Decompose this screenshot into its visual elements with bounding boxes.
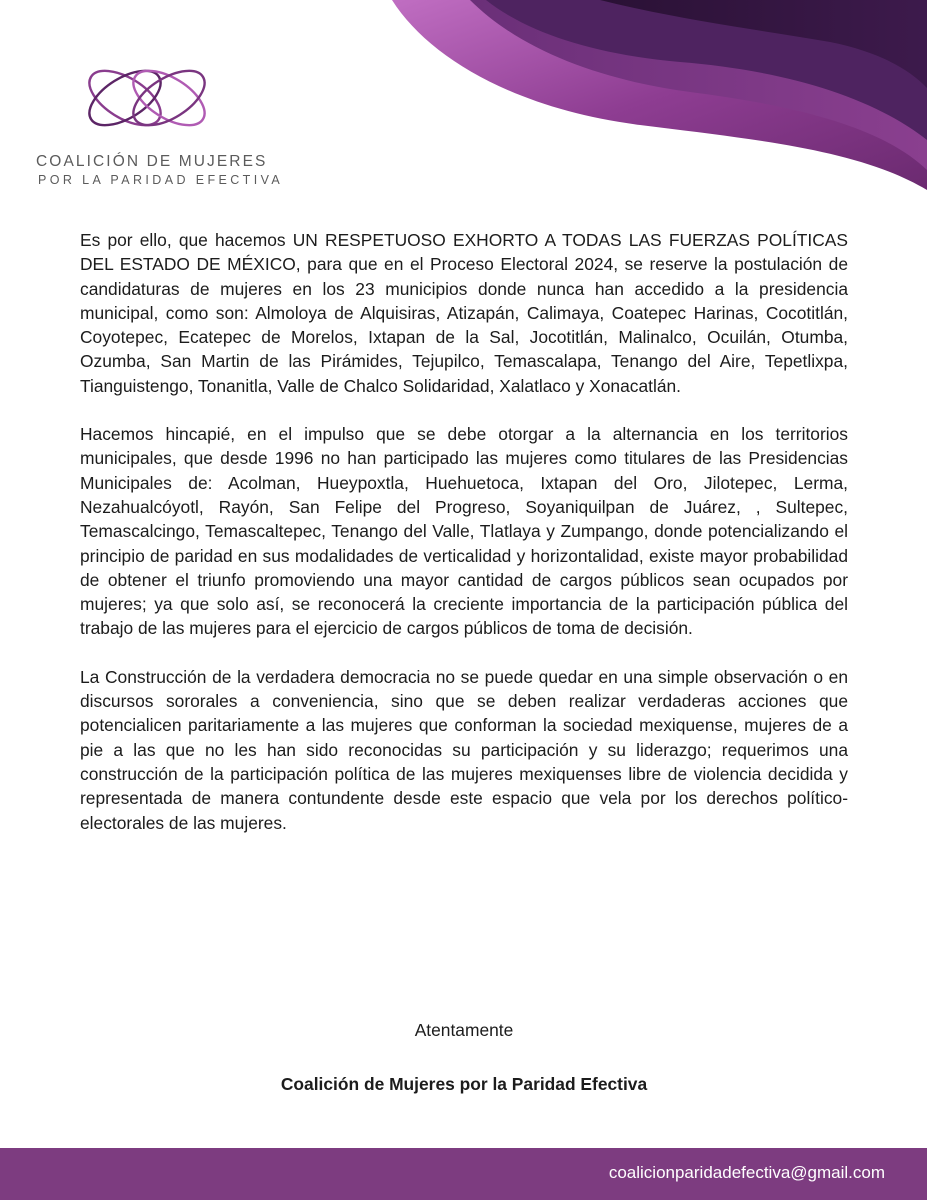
org-name: COALICIÓN DE MUJERES	[36, 153, 268, 170]
signature: Coalición de Mujeres por la Paridad Efectiva	[280, 1074, 648, 1094]
paragraph-exhorto: Es por ello, que hacemos UN RESPETUOSO EXHORTO A TODAS LAS FUERZAS POLÍTICAS DEL ESTADO DE MÉXICO, para que en el Proceso Electoral 2024, se reserve la postulación de candidaturas de mujeres en los 23 municipios donde nunca han accedido a la presidencia municipal, como son: Almoloya de Alquisiras, Atizapán, Calimaya, Coatepec Harinas, Cocotitlán, Coyotepec, Ecatepec de Morelos, Ixtapan de la Sal, Jocotitlán, Malinalco, Ocuilán, Otumba, Ozumba, San Martin de las Pirámides, Tejupilco, Temascalapa, Tenango del Aire, Tepetlixpa, Tianguistengo, Tonanitla, Valle de Chalco Solidaridad, Xalatlaco y Xonacatlán.	[80, 230, 848, 396]
footer-email: coalicionparidadefectiva@gmail.com	[608, 1163, 885, 1182]
letter-body	[80, 228, 848, 859]
salutation: Atentamente	[414, 1020, 514, 1040]
paragraph-democracia: La Construcción de la verdadera democracia no se puede quedar en una simple observación o en discursos sororales a conveniencia, sino que se deben realizar verdaderas acciones que potencialicen paritariamente a las mujeres que conforman la sociedad mexiquense, mujeres de a pie a las que no les han sido reconocidas su participación y su liderazgo; requerimos una construcción de la participación política de las mujeres mexiquenses libre de violencia decidida y representada de manera contundente desde este espacio que vela por los derechos político-electorales de las mujeres.	[80, 666, 848, 833]
organization-logo	[36, 55, 284, 190]
footer-bar	[0, 1148, 927, 1200]
paragraph-alternancia: Hacemos hincapié, en el impulso que se debe otorgar a la alternancia en los territorios municipales, que desde 1996 no han participado las mujeres como titulares de las Presidencias Municipales de: Acolman, Hueypoxtla, Huehuetoca, Ixtapan del Oro, Jilotepec, Lerma, Nezahualcóyotl, Rayón, San Felipe del Progreso, Soyaniquilpan de Juárez, , Sultepec, Temascalcingo, Temascaltepec, Tenango del Valle, Tlatlaya y Zumpango, donde potencializando el principio de paridad en sus modalidades de verticalidad y horizontalidad, existe mayor probabilidad de obtener el triunfo promoviendo una mayor cantidad de cargos públicos sean ocupados por mujeres; ya que solo así, se reconocerá la creciente importancia de la participación pública del trabajo de las mujeres para el ejercicio de cargos públicos de toma de decisión.	[80, 424, 848, 639]
org-tagline: POR LA PARIDAD EFECTIVA	[38, 173, 284, 187]
infinity-ellipses-logo-icon	[80, 55, 214, 141]
